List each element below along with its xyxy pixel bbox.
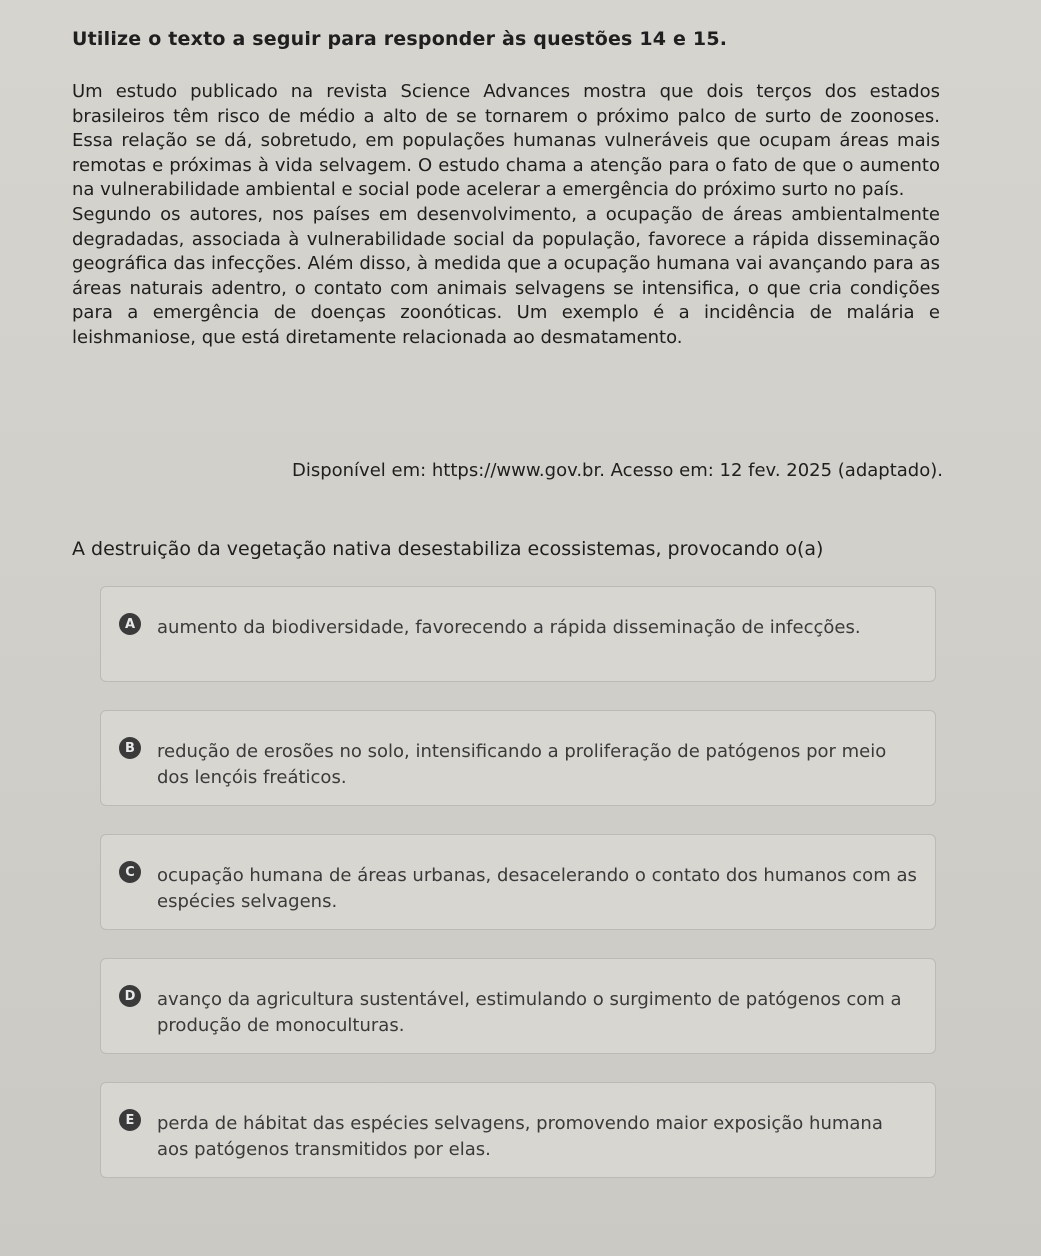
passage-paragraph-2: Segundo os autores, nos países em desenvolvimento, a ocupação de áreas ambientalmente degradadas, associada à vulnerabilidade social da população, favorece a rápida disseminação geográfica das infecções. Além disso, à medida que a ocupação humana vai avançando para as áreas naturais adentro, o contato com animais selvagens se intensifica, o que cria condições para a emergência de doenças zoonóticas. Um exemplo é a incidência de malária e leishmaniose, que está diretamente relacionada ao desmatamento. xyxy=(72,203,940,348)
passage-paragraph-1: Um estudo publicado na revista Science Advances mostra que dois terços dos estados brasileiros têm risco de médio a alto de se tornarem o próximo palco de surto de zoonoses. Essa relação se dá, sobretudo, em populações humanas vulneráveis que ocupam áreas mais remotas e próximas à vida selvagem. O estudo chama a atenção para o fato de que o aumento na vulnerabilidade ambiental e social pode acelerar a emergência do próximo surto no país. xyxy=(72,81,940,201)
question-stem: A destruição da vegetação nativa desestabiliza ecossistemas, provocando o(a) xyxy=(72,538,824,560)
option-b-letter-badge: B xyxy=(119,737,141,759)
instruction-text: Utilize o texto a seguir para responder às questões 14 e 15. xyxy=(72,28,728,50)
option-a[interactable] xyxy=(100,586,936,682)
option-d-letter-badge: D xyxy=(119,985,141,1007)
source-citation: Disponível em: https://www.gov.br. Acesso em: 12 fev. 2025 (adaptado). xyxy=(291,460,943,481)
option-b-text: redução de erosões no solo, intensificando a proliferação de patógenos por meio dos lençóis freáticos. xyxy=(157,741,887,788)
option-e[interactable] xyxy=(100,1082,936,1178)
option-a-text: aumento da biodiversidade, favorecendo a rápida disseminação de infecções. xyxy=(157,617,861,638)
option-c-letter-badge: C xyxy=(119,861,141,883)
option-d-text: avanço da agricultura sustentável, estimulando o surgimento de patógenos com a produção de monoculturas. xyxy=(157,989,902,1036)
option-c[interactable] xyxy=(100,834,936,930)
option-e-letter-badge: E xyxy=(119,1109,141,1131)
passage xyxy=(72,80,940,351)
option-e-text: perda de hábitat das espécies selvagens, promovendo maior exposição humana aos patógenos transmitidos por elas. xyxy=(157,1113,883,1160)
option-b[interactable] xyxy=(100,710,936,806)
option-a-letter-badge: A xyxy=(119,613,141,635)
option-d[interactable] xyxy=(100,958,936,1054)
option-c-text: ocupação humana de áreas urbanas, desacelerando o contato dos humanos com as espécies selvagens. xyxy=(157,865,917,912)
